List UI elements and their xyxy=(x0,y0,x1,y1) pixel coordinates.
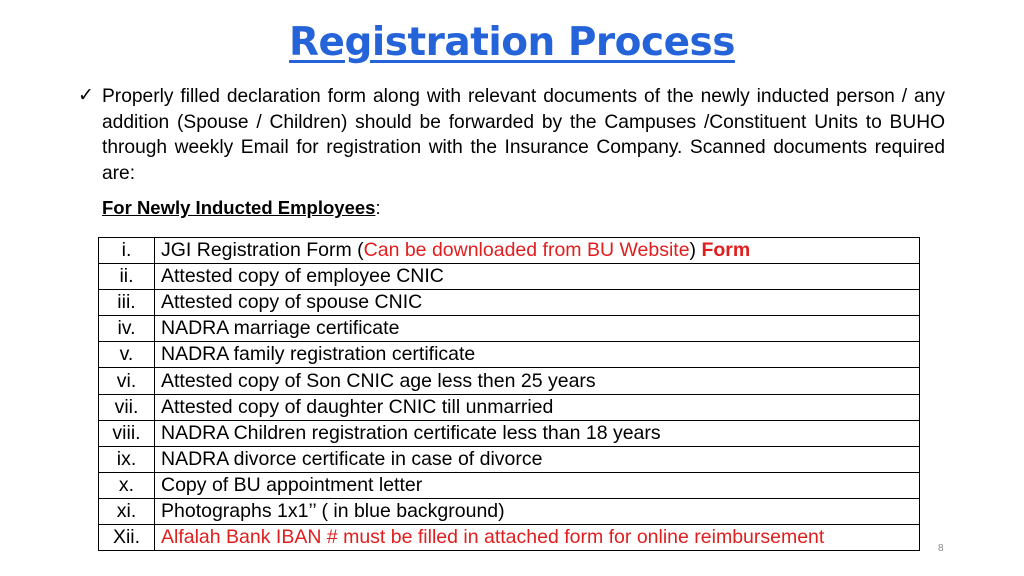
form-link[interactable]: Form xyxy=(701,239,751,261)
row-text: NADRA marriage certificate xyxy=(155,316,920,342)
row-number: iii. xyxy=(99,290,155,316)
checkmark-icon: ✓ xyxy=(78,85,94,106)
row-text: Attested copy of employee CNIC xyxy=(155,264,920,290)
row-number: xi. xyxy=(99,499,155,525)
documents-table xyxy=(98,237,920,551)
row-number: vi. xyxy=(99,368,155,395)
row-number: ii. xyxy=(99,264,155,290)
row-text: Attested copy of spouse CNIC xyxy=(155,290,920,316)
row-number: iv. xyxy=(99,316,155,342)
row-number: Xii. xyxy=(99,525,155,551)
subheading-colon: : xyxy=(375,197,381,218)
download-note: Can be downloaded from BU Website xyxy=(363,239,690,261)
table-row xyxy=(99,264,920,290)
row-number: ix. xyxy=(99,447,155,473)
row-text-part: JGI Registration Form ( xyxy=(161,239,364,261)
section-subheading xyxy=(102,197,381,219)
table-row xyxy=(99,447,920,473)
row-text: Copy of BU appointment letter xyxy=(155,473,920,499)
row-text: Photographs 1x1’’ ( in blue background) xyxy=(155,499,920,525)
table-row xyxy=(99,238,920,264)
table-row xyxy=(99,290,920,316)
row-text: Alfalah Bank IBAN # must be filled in attached form for online reimbursement xyxy=(155,525,920,551)
table-row xyxy=(99,421,920,447)
table-row xyxy=(99,368,920,395)
row-text xyxy=(155,238,920,264)
row-number: v. xyxy=(99,342,155,368)
row-number: i. xyxy=(99,238,155,264)
table-row xyxy=(99,395,920,421)
row-text: NADRA Children registration certificate less than 18 years xyxy=(155,421,920,447)
row-text: Attested copy of Son CNIC age less then 25 years xyxy=(155,368,920,395)
row-number: vii. xyxy=(99,395,155,421)
table-row xyxy=(99,316,920,342)
row-text: NADRA family registration certificate xyxy=(155,342,920,368)
row-text: NADRA divorce certificate in case of divorce xyxy=(155,447,920,473)
page-number: 8 xyxy=(938,543,944,554)
table-row xyxy=(99,499,920,525)
table-row xyxy=(99,473,920,499)
row-number: viii. xyxy=(99,421,155,447)
table-row xyxy=(99,525,920,551)
intro-paragraph: Properly filled declaration form along with relevant documents of the newly inducted person / any addition (Spouse / Children) should be forwarded by the Campuses /Constituent Units to BUHO through weekly Email for registration with the Insurance Company. Scanned documents required are: xyxy=(102,86,945,184)
page-title: Registration Process xyxy=(289,20,735,65)
row-text-part: ) xyxy=(689,239,702,261)
subheading-text: For Newly Inducted Employees xyxy=(102,197,376,218)
row-text: Attested copy of daughter CNIC till unmarried xyxy=(155,395,920,421)
row-number: x. xyxy=(99,473,155,499)
table-row xyxy=(99,342,920,368)
